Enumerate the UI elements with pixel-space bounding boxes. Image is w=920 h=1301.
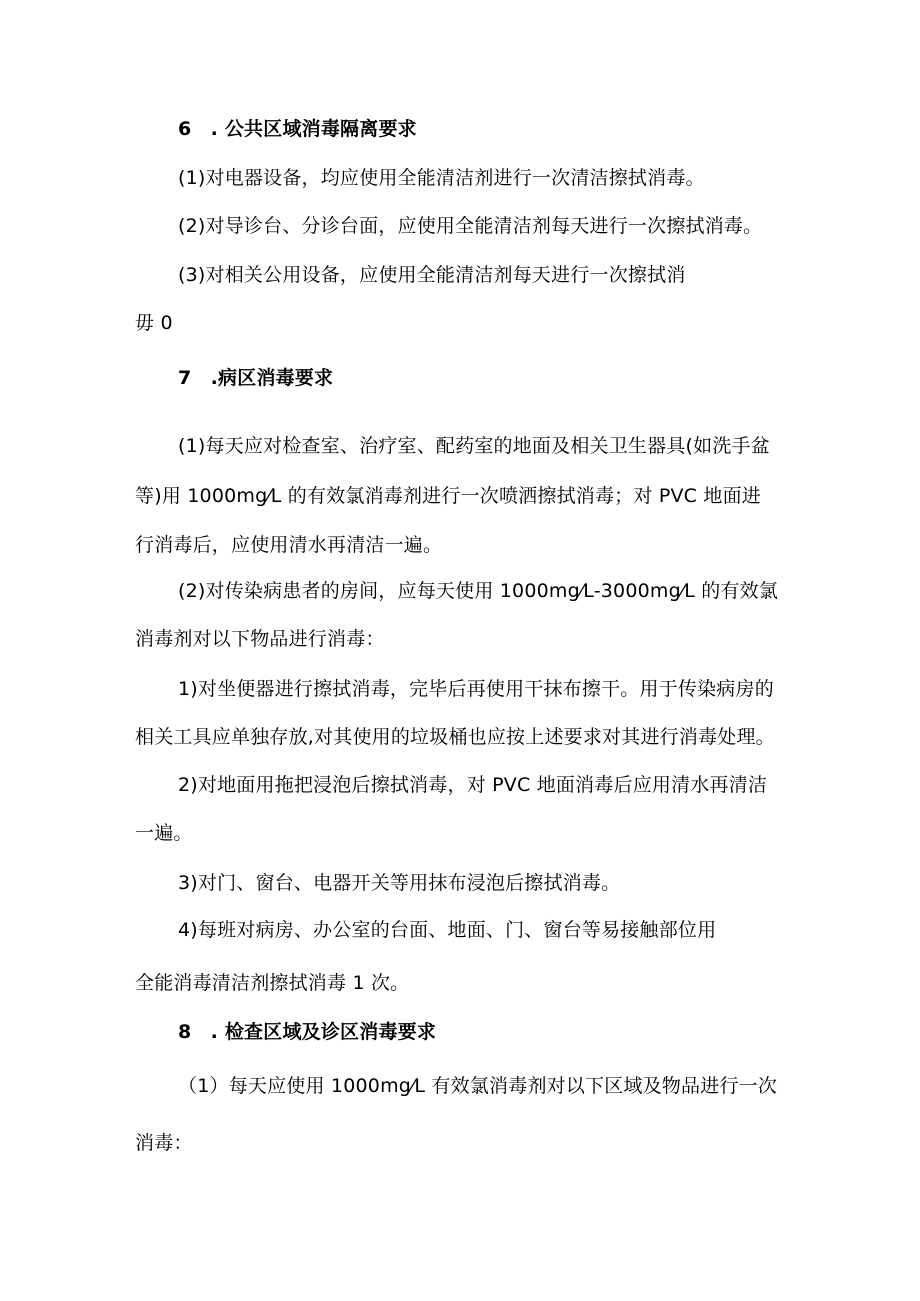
section-7-sub-2-line-2: 一遍。 (135, 822, 193, 844)
section-7-sub-1-line-1: 1)对坐便器进行擦拭消毒，完毕后再使用干抹布擦干。用于传染病房的 (178, 678, 774, 700)
section-8-item-1-line-1: （1）每天应使用 1000mg⁄L 有效氯消毒剂对以下区域及物品进行一次 (178, 1075, 778, 1097)
section-7-sub-2-line-1: 2)对地面用拖把浸泡后擦拭消毒，对 PVC 地面消毒后应用清水再清洁 (178, 774, 768, 796)
section-7-sub-4-line-1: 4)每班对病房、办公室的台面、地面、门、窗台等易接触部位用 (178, 919, 717, 941)
section-7-item-2-line-1: (2)对传染病患者的房间，应每天使用 1000mg⁄L-3000mg⁄L 的有效氯 (178, 580, 779, 602)
section-6-heading: 6 . 公共区域消毒隔离要求 (178, 118, 417, 140)
section-8-heading: 8 . 检查区域及诊区消毒要求 (178, 1021, 437, 1043)
section-8-item-1-line-2: 消毒： (135, 1132, 193, 1154)
section-7-item-2-line-2: 消毒剂对以下物品进行消毒： (135, 628, 385, 650)
section-7-item-1-line-1: (1)每天应对检查室、治疗室、配药室的地面及相关卫生器具(如洗手盆 (178, 435, 770, 457)
section-7-sub-1-line-2: 相关工具应单独存放,对其使用的垃圾桶也应按上述要求对其进行消毒处理。 (135, 726, 775, 748)
section-7-sub-3: 3)对门、窗台、电器开关等用抹布浸泡后擦拭消毒。 (178, 872, 621, 894)
section-7-heading: 7 .病区消毒要求 (178, 367, 334, 389)
section-6-item-3-line-2: 毋 0 (135, 312, 173, 334)
section-6-item-2: (2)对导诊台、分诊台面，应使用全能清洁剂每天进行一次擦拭消毒。 (178, 215, 763, 237)
section-6-item-1: (1)对电器设备，均应使用全能清洁剂进行一次清洁擦拭消毒。 (178, 167, 705, 189)
section-7-sub-4-line-2: 全能消毒清洁剂擦拭消毒 1 次。 (135, 972, 410, 994)
section-7-item-1-line-3: 行消毒后，应使用清水再清洁一遍。 (135, 534, 443, 556)
section-7-item-1-line-2: 等)用 1000mg⁄L 的有效氯消毒剂进行一次喷洒擦拭消毒；对 PVC 地面进 (135, 485, 761, 507)
section-6-item-3-line-1: (3)对相关公用设备，应使用全能清洁剂每天进行一次擦拭消 (178, 264, 686, 286)
